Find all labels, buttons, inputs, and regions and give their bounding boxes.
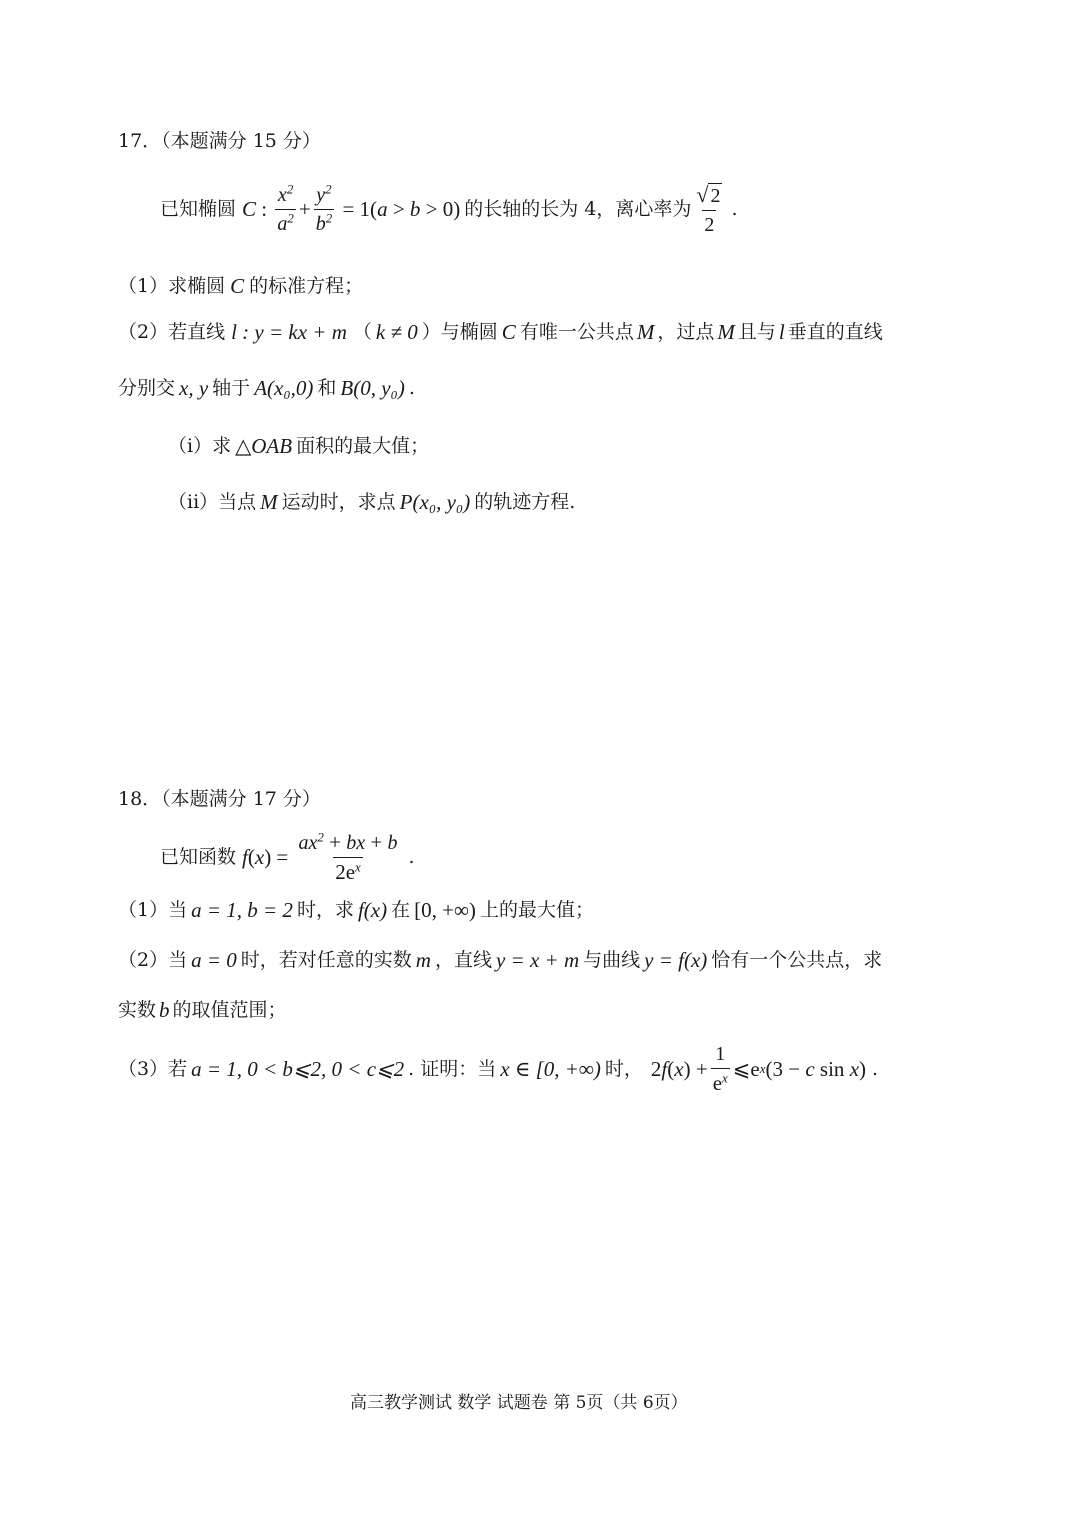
- q17-p2-e: ，过点: [657, 321, 715, 344]
- page-footer: [350, 1393, 688, 1413]
- q18-p2-a: （2）当: [118, 949, 188, 972]
- q18-p3-x-domain: x ∈ [0, +∞): [500, 1056, 601, 1081]
- q17-pi-a: （i）求: [168, 435, 232, 458]
- q17-p2-M: M: [636, 320, 655, 344]
- q17-p1-suffix: 的标准方程；: [249, 275, 364, 298]
- q18-p3-inequality: 2 f ( x ) + $\frac{1}{e^x}$ ⩽e x (3 − c sin x ): [650, 1043, 867, 1095]
- q17-p2-M2: M: [717, 320, 735, 344]
- q18-p1-cond: a = 1, b = 2: [191, 898, 293, 922]
- q18-part2: [118, 948, 882, 973]
- q18-p2-l2-b: 的取值范围；: [172, 999, 287, 1022]
- q18-intro-end: .: [408, 846, 415, 869]
- footer-text: 高三教学测试 数学 试题卷 第 5页（共 6页）: [350, 1393, 688, 1413]
- q18-p2-cond: a = 0: [191, 948, 237, 972]
- q17-p2-line-eq: l : y = kx + m: [231, 320, 347, 344]
- q17-p2-point-B: B(0, y₀): [340, 376, 405, 400]
- q18-p2-d: 与曲线: [583, 949, 641, 972]
- q18-part3: [118, 1042, 878, 1096]
- q17-p2-d: 有唯一公共点: [519, 321, 634, 344]
- q17-header: [118, 130, 321, 153]
- q18-p2-b: 时，若对任意的实数: [240, 949, 412, 972]
- q17-pii-a: （ii）当点: [168, 491, 257, 514]
- q17-p2-l2-c: 和: [317, 377, 337, 400]
- q17-intro: [160, 182, 738, 237]
- q17-part2-line2: [118, 376, 415, 401]
- q18-p3-end: .: [872, 1057, 879, 1080]
- q18-p3-cond: a = 1, 0 < b⩽2, 0 < c⩽2: [191, 1056, 405, 1081]
- q17-part2: [118, 320, 883, 345]
- q17-p2-f: 且与: [737, 321, 776, 344]
- q18-intro: [160, 830, 415, 885]
- q18-function-def: f ( x ) = $\frac{ax^2 + bx + b}{2e^x}$: [242, 829, 398, 885]
- q17-p2-c: ）与椭圆: [421, 321, 498, 344]
- q17-p2-point-A: A(x₀,0): [254, 376, 314, 400]
- q17-p2-l: l: [778, 320, 785, 344]
- q18-p1-a: （1）当: [118, 899, 188, 922]
- q17-pi-b: 面积的最大值；: [296, 435, 430, 458]
- q18-p1-c: 在: [391, 899, 411, 922]
- q18-p3-c: 时，: [604, 1057, 643, 1080]
- q17-intro-end: .: [731, 198, 738, 221]
- q17-p2-C: C: [501, 320, 516, 344]
- q18-p2-m: m: [415, 948, 431, 972]
- q18-header: [118, 788, 321, 811]
- q18-header-text: 18．（本题满分 17 分）: [118, 788, 321, 810]
- q18-p2-b-var: b: [159, 998, 170, 1022]
- q17-p1-prefix: （1）求椭圆: [118, 275, 226, 298]
- q18-p2-c: ，直线: [434, 949, 492, 972]
- q18-part1: [118, 898, 594, 923]
- q17-p2-b: （: [352, 321, 372, 344]
- q17-part1: [118, 274, 363, 299]
- q17-pii-M: M: [260, 490, 278, 514]
- q18-p2-line-eq: y = x + m: [495, 948, 580, 972]
- q17-ellipse-equation: C : $\frac{x^2}{a^2}$ + $\frac{y^2}{b^2}$ = 1( a > b > 0): [242, 181, 461, 236]
- q18-p1-f: f(x): [357, 898, 388, 922]
- q18-p3-b: . 证明：当: [408, 1057, 497, 1080]
- q18-p3-a: （3）若: [118, 1057, 188, 1080]
- q17-pii-P: P(x₀, y₀): [399, 490, 471, 514]
- q18-part2-line2: [118, 998, 287, 1023]
- q18-p2-e: 恰有一个公共点，求: [711, 949, 883, 972]
- q18-p2-curve-eq: y = f(x): [644, 948, 708, 972]
- q17-header-text: 17．（本题满分 15 分）: [118, 130, 321, 152]
- q17-p2-a: （2）若直线: [118, 321, 226, 344]
- q17-p2-l2-d: .: [408, 377, 415, 400]
- q17-pii-b: 运动时，求点: [281, 491, 396, 514]
- q18-p1-b: 时，求: [296, 899, 354, 922]
- q18-intro-prefix: 已知函数: [160, 846, 237, 869]
- q18-p2-l2-a: 实数: [118, 999, 157, 1022]
- q17-pi-triangle: △OAB: [235, 434, 293, 458]
- q17-p1-var: C: [230, 274, 245, 298]
- q17-part2-ii: [168, 490, 575, 515]
- q18-p1-d: 上的最大值；: [479, 899, 594, 922]
- q17-intro-mid: 的长轴的长为 4，离心率为: [464, 198, 692, 221]
- q17-p2-l2-b: 轴于: [212, 377, 251, 400]
- q17-p2-l2-a: 分别交: [118, 377, 176, 400]
- q17-intro-prefix: 已知椭圆: [160, 198, 237, 221]
- q17-p2-xy: x, y: [179, 376, 209, 400]
- q17-p2-g: 垂直的直线: [787, 321, 883, 344]
- q17-p2-k: k ≠ 0: [375, 320, 418, 344]
- q17-eccentricity: √ 2 2: [696, 182, 721, 237]
- q18-p1-interval: [0, +∞): [414, 898, 476, 922]
- q17-pii-c: 的轨迹方程.: [474, 491, 576, 514]
- q17-part2-i: [168, 434, 429, 459]
